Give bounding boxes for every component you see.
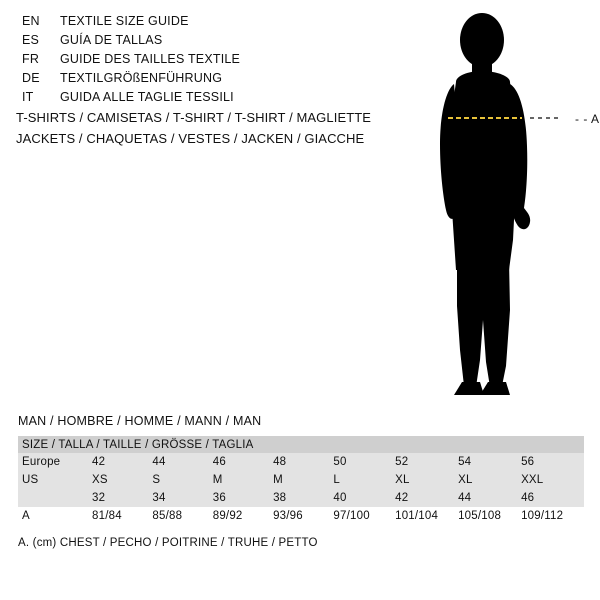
- cell-value: 44: [152, 453, 212, 471]
- cell-value: 40: [333, 489, 395, 507]
- cell-value: 101/104: [395, 507, 458, 525]
- male-silhouette-icon: [410, 10, 600, 400]
- legend-code: ES: [22, 33, 40, 47]
- cell-value: 42: [395, 489, 458, 507]
- row-label-europe: Europe: [18, 453, 92, 471]
- cell-value: 56: [521, 453, 584, 471]
- figure-illustration: [410, 10, 600, 400]
- measure-label-a: - - A: [575, 112, 600, 126]
- table-row: [18, 471, 584, 489]
- legend-row: [22, 52, 402, 71]
- legend-row: [22, 90, 402, 109]
- garment-types: [16, 110, 416, 152]
- cell-value: XL: [458, 471, 521, 489]
- cell-value: 34: [152, 489, 212, 507]
- cell-value: 46: [213, 453, 273, 471]
- row-label-us: US: [18, 471, 92, 489]
- legend-text: GUÍA DE TALLAS: [60, 33, 163, 47]
- legend-code: IT: [22, 90, 34, 104]
- cell-value: 85/88: [152, 507, 212, 525]
- table-footnote: A. (cm) CHEST / PECHO / POITRINE / TRUHE / PETTO: [18, 537, 318, 549]
- legend-row: [22, 71, 402, 90]
- cell-value: XXL: [521, 471, 584, 489]
- cell-value: 89/92: [213, 507, 273, 525]
- cell-value: 36: [213, 489, 273, 507]
- cell-value: M: [213, 471, 273, 489]
- legend-row: [22, 14, 402, 33]
- cell-value: 44: [458, 489, 521, 507]
- cell-value: L: [333, 471, 395, 489]
- cell-value: 50: [333, 453, 395, 471]
- cell-value: 42: [92, 453, 152, 471]
- garment-line-tshirts: T-SHIRTS / CAMISETAS / T-SHIRT / T-SHIRT / MAGLIETTE: [16, 110, 372, 125]
- cell-value: S: [152, 471, 212, 489]
- cell-value: 54: [458, 453, 521, 471]
- size-table-area: [18, 414, 584, 549]
- table-row: [18, 453, 584, 471]
- legend-code: EN: [22, 14, 40, 28]
- cell-value: XL: [395, 471, 458, 489]
- table-title-man: MAN / HOMBRE / HOMME / MANN / MAN: [18, 414, 262, 428]
- cell-value: 38: [273, 489, 333, 507]
- cell-value: 97/100: [333, 507, 395, 525]
- table-row: [18, 489, 584, 507]
- cell-value: 93/96: [273, 507, 333, 525]
- legend-row: [22, 33, 402, 52]
- legend-code: DE: [22, 71, 40, 85]
- garment-line-jackets: JACKETS / CHAQUETAS / VESTES / JACKEN / GIACCHE: [16, 131, 365, 146]
- cell-value: M: [273, 471, 333, 489]
- legend-text: TEXTILE SIZE GUIDE: [60, 14, 189, 28]
- table-header-label: SIZE / TALLA / TAILLE / GRÖSSE / TAGLIA: [22, 438, 254, 451]
- cell-value: 32: [92, 489, 152, 507]
- cell-value: 48: [273, 453, 333, 471]
- cell-value: 81/84: [92, 507, 152, 525]
- row-label-a: A: [18, 507, 92, 525]
- table-header-row: [18, 436, 584, 453]
- legend-text: GUIDA ALLE TAGLIE TESSILI: [60, 90, 234, 104]
- cell-value: 109/112: [521, 507, 584, 525]
- legend-text: GUIDE DES TAILLES TEXTILE: [60, 52, 241, 66]
- cell-value: 52: [395, 453, 458, 471]
- size-table: [18, 436, 584, 525]
- row-label-us-numeric: [18, 489, 92, 507]
- legend-code: FR: [22, 52, 40, 66]
- cell-value: 46: [521, 489, 584, 507]
- cell-value: 105/108: [458, 507, 521, 525]
- language-legend: [22, 14, 402, 109]
- table-row: [18, 507, 584, 525]
- cell-value: XS: [92, 471, 152, 489]
- legend-text: TEXTILGRÖßENFÜHRUNG: [60, 71, 223, 85]
